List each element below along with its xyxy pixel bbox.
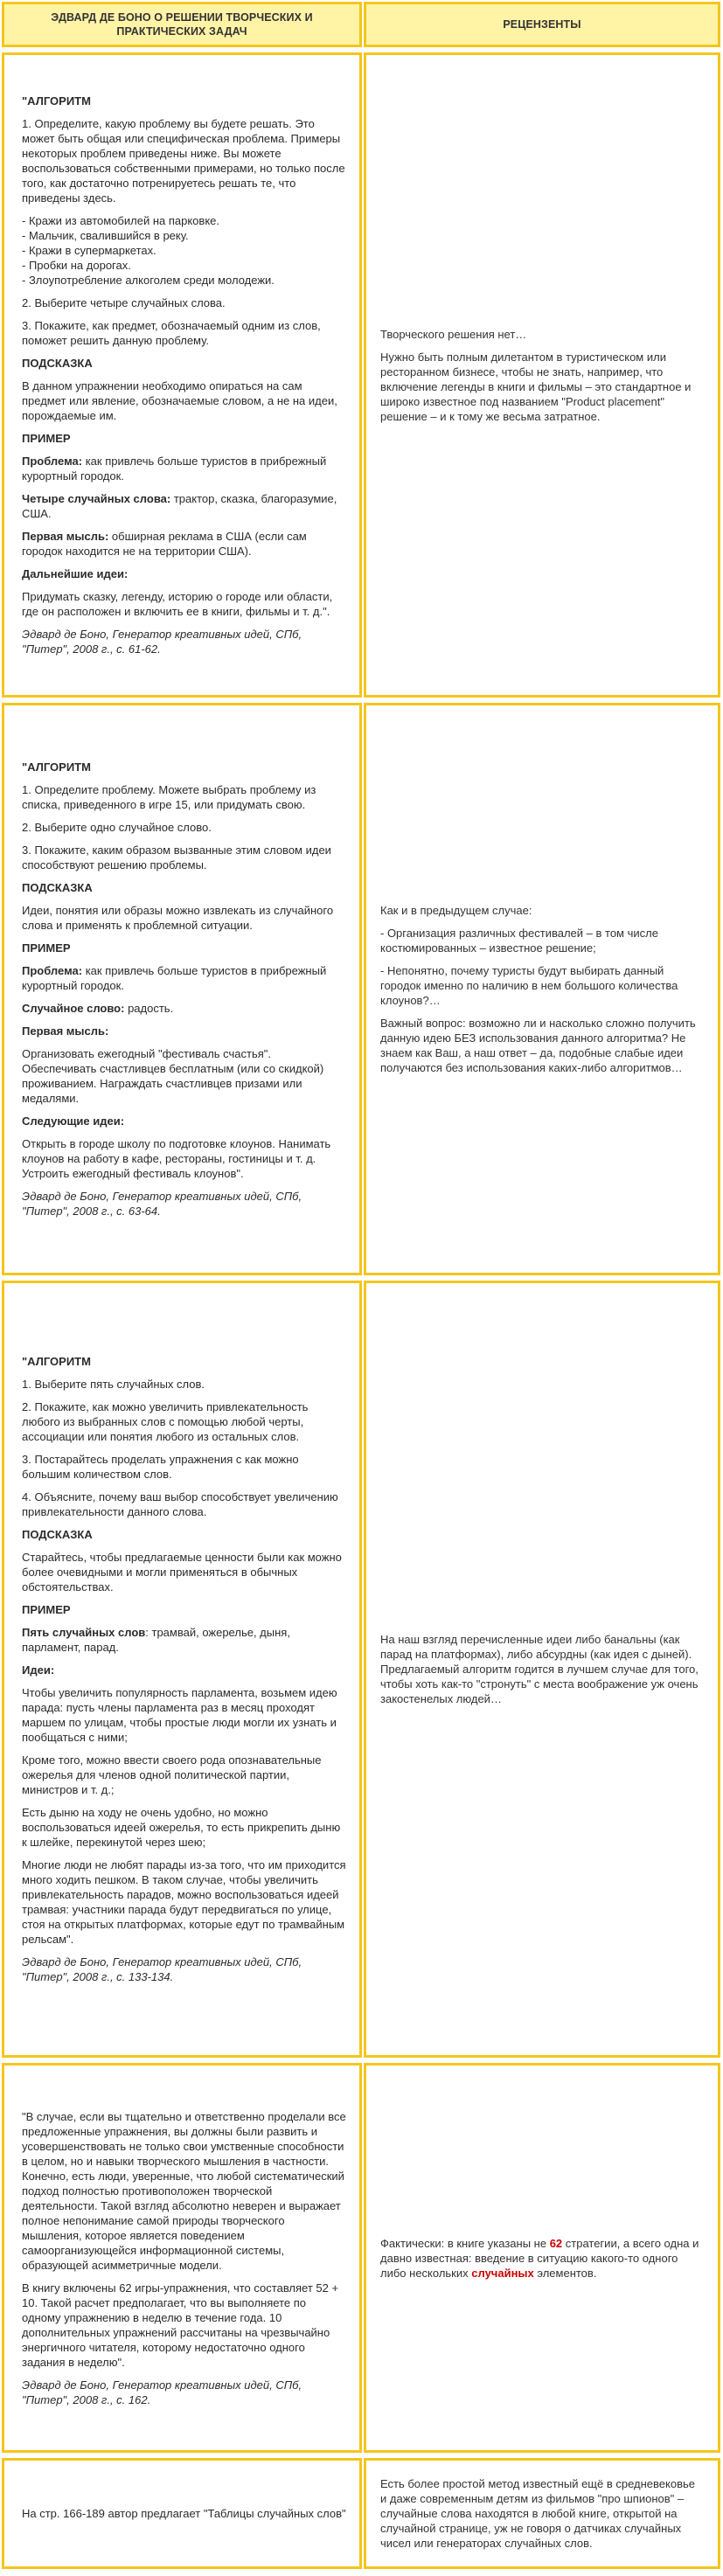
list-item: [22, 228, 347, 243]
text: Творческого решения нет…: [380, 327, 527, 341]
text: В книгу включены 62 игры-упражнения, что составляет 52 + 10. Такой расчет предполагает, что вы выполняете по одному упражнению в неделю в течение года. 10 дополнительных упражнений рассчитаны на чрезвычайно энергичного читателя, которому недостаточно одного задания в неделю".: [22, 2281, 339, 2369]
paragraph: [22, 1857, 347, 1947]
text: 1. Выберите пять случайных слов.: [22, 1378, 205, 1391]
paragraph: [22, 318, 347, 348]
text: - Мальчик, свалившийся в реку.: [22, 229, 189, 242]
list-item: [22, 213, 347, 228]
bold-label: Первая мысль:: [22, 1024, 109, 1038]
paragraph: [22, 529, 347, 559]
paragraph: [22, 378, 347, 423]
source-quote-cell: [2, 52, 362, 698]
paragraph: [22, 1001, 347, 1016]
text: 2. Выберите четыре случайных слова.: [22, 296, 226, 309]
bold-label: ПРИМЕР: [22, 941, 71, 955]
source-quote-cell: [2, 2458, 362, 2569]
bold-label: ПОДСКАЗКА: [22, 881, 93, 894]
highlight-red: случайных: [471, 2266, 534, 2280]
text: - Кражи в супермаркетах.: [22, 244, 156, 257]
paragraph: [22, 820, 347, 835]
source-quote-cell: [2, 2063, 362, 2453]
paragraph: [380, 2236, 704, 2281]
text: - Пробки на дорогах.: [22, 259, 131, 272]
text: 2. Выберите одно случайное слово.: [22, 821, 212, 834]
section-heading: [22, 356, 347, 371]
paragraph: [380, 327, 704, 342]
text: Есть более простой метод известный ещё в средневековье и даже современным детям из фильмов "про шпионов" – случайные слова находятся в любой книге, открытой на случайной странице, уж не говоря о датчиках случайных чисел или генераторах случайных слов.: [380, 2477, 695, 2550]
text: Открыть в городе школу по подготовке клоунов. Нанимать клоунов на работу в кафе, рестораны, гостиницы и т. д. Устроить ежегодный фестиваль клоунов".: [22, 1137, 331, 1180]
section-heading: [22, 880, 347, 895]
text: радость.: [124, 1002, 174, 1015]
paragraph: [22, 2281, 347, 2370]
bold-label: ПОДСКАЗКА: [22, 357, 93, 370]
section-heading: [22, 1114, 347, 1128]
citation-text: Эдвард де Боно, Генератор креативных идей, СПб, "Питер", 2008 г., с. 63-64.: [22, 1190, 302, 1218]
text: Нужно быть полным дилетантом в туристическом или ресторанном бизнесе, чтобы не знать, например, что включение легенды в книги и фильмы – это стандартное и широко известное под названием "Product placement" решение – и к тому же весьма затратное.: [380, 350, 692, 423]
text: : трамвай, ожерелье, дыня, парламент, парад.: [22, 1626, 290, 1654]
text: обширная реклама в США (если сам городок находится не на территории США).: [22, 530, 307, 558]
text: Кроме того, можно ввести своего рода опознавательные ожерелья для членов одной политической партии, министров и т. д.;: [22, 1753, 322, 1796]
section-heading: [22, 941, 347, 955]
column-header-reviewers: [364, 2, 720, 47]
section-heading: [22, 94, 347, 108]
citation-line: [22, 2378, 347, 2407]
review-cell: [364, 703, 720, 1275]
citation-text: Эдвард де Боно, Генератор креативных идей, СПб, "Питер", 2008 г., с. 162.: [22, 2378, 302, 2406]
bold-label: Проблема:: [22, 964, 83, 977]
column-header-source: [2, 2, 362, 47]
text: Многие люди не любят парады из-за того, что им приходится много ходить пешком. В таком случае, чтобы увеличить привлекательность парадов, можно воспользоваться идеей трамвая: участники парада будут передвигаться по улице, стоя на открытых платформах, которые едут по трамвайным рельсам".: [22, 1858, 346, 1946]
section-heading: [22, 760, 347, 774]
text: Фактически: в книге указаны не: [380, 2236, 550, 2250]
bold-label: Следующие идеи:: [22, 1114, 125, 1128]
section-heading: [22, 1024, 347, 1038]
text: 4. Объясните, почему ваш выбор способствует увеличению привлекательности данного слова.: [22, 1490, 338, 1518]
text: В данном упражнении необходимо опираться на сам предмет или явление, обозначаемые словом, а не на идеи, порождаемые им.: [22, 379, 337, 422]
bold-label: Проблема:: [22, 455, 83, 468]
paragraph: [22, 1452, 347, 1482]
paragraph: [22, 491, 347, 521]
text: Как и в предыдущем случае:: [380, 904, 532, 917]
column-header-reviewers-label: РЕЦЕНЗЕНТЫ: [503, 18, 581, 31]
bold-label: ПОДСКАЗКА: [22, 1528, 93, 1541]
column-header-source-label: ЭДВАРД ДЕ БОНО О РЕШЕНИИ ТВОРЧЕСКИХ И ПРАКТИЧЕСКИХ ЗАДАЧ: [51, 11, 313, 38]
review-table: [2, 2, 720, 2569]
text: как привлечь больше туристов в прибрежный курортный городок.: [22, 455, 327, 483]
paragraph: [22, 1625, 347, 1655]
text: Чтобы увеличить популярность парламента, возьмем идею парада: пусть члены парламента раз в месяц проходят маршем по улицам, чтобы простые люди могли их узнать и пообщаться с ними;: [22, 1686, 337, 1744]
paragraph: [22, 1685, 347, 1745]
review-cell: [364, 2063, 720, 2453]
text: элементов.: [533, 2266, 597, 2280]
text: - Непонятно, почему туристы будут выбирать данный городок именно по наличию в нем большого количества клоунов?…: [380, 964, 678, 1007]
review-cell: [364, 2458, 720, 2569]
source-quote-cell: [2, 1281, 362, 2058]
section-heading: [22, 1663, 347, 1677]
paragraph: [380, 1632, 704, 1706]
paragraph: [22, 454, 347, 483]
text: - Злоупотребление алкоголем среди молодежи.: [22, 274, 275, 287]
paragraph: [380, 963, 704, 1008]
citation-text: Эдвард де Боно, Генератор креативных идей, СПб, "Питер", 2008 г., с. 133-134.: [22, 1955, 302, 1983]
bold-label: Идеи:: [22, 1663, 55, 1677]
citation-line: [22, 627, 347, 656]
list-item: [22, 243, 347, 258]
review-cell: [364, 1281, 720, 2058]
list-item: [22, 258, 347, 273]
text: - Кражи из автомобилей на парковке.: [22, 214, 219, 227]
text: Идеи, понятия или образы можно извлекать из случайного слова и применять к проблемной ситуации.: [22, 904, 334, 932]
bold-label: "АЛГОРИТМ: [22, 760, 91, 774]
paragraph: [22, 963, 347, 993]
citation-text: Эдвард де Боно, Генератор креативных идей, СПб, "Питер", 2008 г., с. 61-62.: [22, 628, 302, 656]
paragraph: [22, 1550, 347, 1594]
bold-label: Первая мысль:: [22, 530, 109, 543]
paragraph: [22, 116, 347, 205]
text: 3. Покажите, как предмет, обозначаемый одним из слов, поможет решить данную проблему.: [22, 319, 321, 347]
bold-label: ПРИМЕР: [22, 1603, 71, 1616]
text: Организовать ежегодный "фестиваль счастья". Обеспечивать счастливцев бесплатным (или со скидкой) проживанием. Награждать счастливцев призами или медалями.: [22, 1047, 324, 1105]
paragraph: [380, 2476, 704, 2551]
section-heading: [22, 1602, 347, 1617]
bold-label: ПРИМЕР: [22, 432, 71, 445]
text: На стр. 166-189 автор предлагает "Таблицы случайных слов": [22, 2507, 346, 2520]
bold-label: Случайное слово:: [22, 1002, 125, 1015]
paragraph: [22, 1377, 347, 1392]
bold-label: Пять случайных слов: [22, 1626, 146, 1639]
text: стратегии, а всего одна и давно известная: введение в ситуацию какого-то одного либо нескольких: [380, 2236, 699, 2280]
text: - Организация различных фестивалей – в том числе костюмированных – известное решение;: [380, 927, 658, 955]
text: 2. Покажите, как можно увеличить привлекательность любого из выбранных слов с помощью любой черты, ассоциации или понятия любого из остальных слов.: [22, 1400, 309, 1443]
paragraph: [22, 1805, 347, 1850]
highlight-red: 62: [549, 2236, 563, 2250]
list-item: [22, 273, 347, 288]
paragraph: [22, 1753, 347, 1797]
paragraph: [22, 1046, 347, 1106]
paragraph: [22, 2109, 347, 2273]
paragraph: [22, 589, 347, 619]
paragraph: [22, 782, 347, 812]
bold-label: "АЛГОРИТМ: [22, 1355, 91, 1368]
text: 3. Покажите, каким образом вызванные этим словом идеи способствуют решению проблемы.: [22, 844, 331, 871]
paragraph: [22, 1136, 347, 1181]
section-heading: [22, 566, 347, 581]
citation-line: [22, 1189, 347, 1219]
paragraph: [22, 843, 347, 872]
text: "В случае, если вы тщательно и ответственно проделали все предложенные упражнения, вы должны были развить и усовершенствовать не только свои умственные способности в целом, но и навыки творческого мышления в частности. Конечно, есть люди, уверенные, что любой систематический подход полностью противоположен творческой деятельности. Такой взгляд абсолютно неверен и выражает полное непонимание самой природы творческого мышления, которое является поведением самоорганизующейся информационной системы, образующей асимметричные модели.: [22, 2109, 346, 2272]
paragraph: [22, 1489, 347, 1519]
review-cell: [364, 52, 720, 698]
paragraph: [380, 903, 704, 918]
text: Старайтесь, чтобы предлагаемые ценности были как можно более очевидными и могли применяться в обычных обстоятельствах.: [22, 1551, 342, 1594]
text: Есть дыню на ходу не очень удобно, но можно воспользоваться идеей ожерелья, то есть прикрепить дыню к шлейке, перекинутой через шею;: [22, 1806, 341, 1849]
text: На наш взгляд перечисленные идеи либо банальны (как парад на платформах), либо абсурдны (как идея с дыней). Предлагаемый алгоритм годится в лучшем случае для того, чтобы хоть как-то "стронуть" с места воображение уж очень закостенелых людей…: [380, 1633, 699, 1705]
paragraph: [380, 350, 704, 424]
section-heading: [22, 1354, 347, 1369]
section-heading: [22, 1527, 347, 1542]
section-heading: [22, 431, 347, 446]
bold-label: Дальнейшие идеи:: [22, 567, 129, 580]
paragraph: [22, 295, 347, 310]
text: 3. Постарайтесь проделать упражнения с как можно большим количеством слов.: [22, 1453, 299, 1481]
paragraph: [22, 1399, 347, 1444]
paragraph: [380, 1016, 704, 1075]
text: 1. Определите, какую проблему вы будете решать. Это может быть общая или специфическая проблема. Примеры некоторых проблем приведены ниже. Вы можете воспользоваться собственными примерами, но только после того, как достаточно потренируетесь решать те, что приведены здесь.: [22, 117, 345, 205]
bold-label: Четыре случайных слова:: [22, 492, 171, 505]
paragraph: [22, 2506, 347, 2521]
source-quote-cell: [2, 703, 362, 1275]
bold-label: "АЛГОРИТМ: [22, 94, 91, 108]
text: Придумать сказку, легенду, историю о городе или области, где он расположен и включить ее в книги, фильмы и т. д.".: [22, 590, 333, 618]
text: трактор, сказка, благоразумие, США.: [22, 492, 337, 520]
text: как привлечь больше туристов в прибрежный курортный городок.: [22, 964, 327, 992]
citation-line: [22, 1955, 347, 1984]
paragraph: [380, 926, 704, 955]
text: 1. Определите проблему. Можете выбрать проблему из списка, приведенного в игре 15, или придумать свою.: [22, 783, 316, 811]
paragraph: [22, 903, 347, 933]
text: Важный вопрос: возможно ли и насколько сложно получить данную идею БЕЗ использования данного алгоритма? Не знаем как Ваш, а наш ответ – да, подобные слабые идеи получаются без использования каких-либо алгоритмов…: [380, 1017, 696, 1074]
